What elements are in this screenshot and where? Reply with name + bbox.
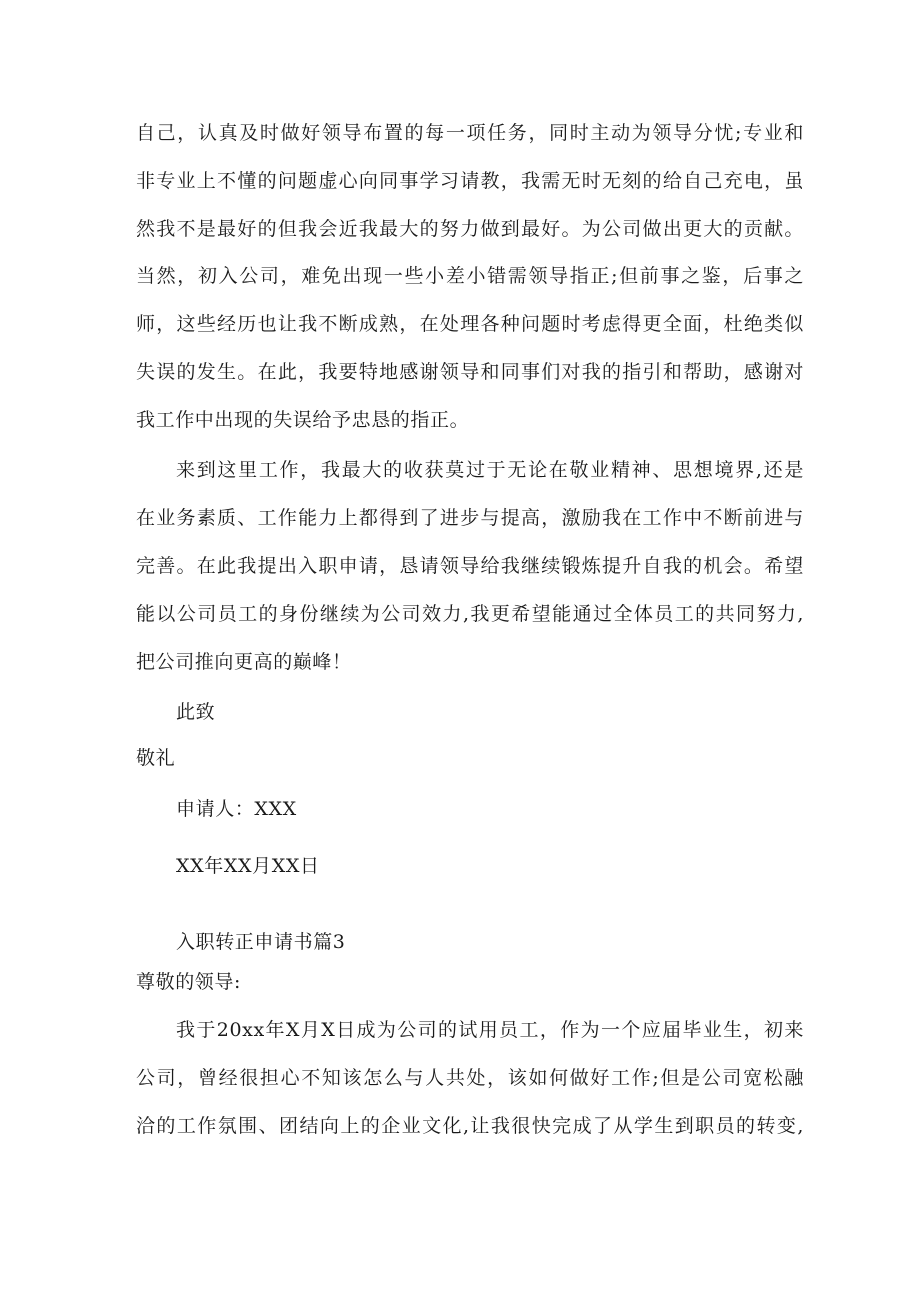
paragraph-1-line-4: 当然，初入公司，难免出现一些小差小错需领导指正;但前事之鉴，后事之 [136, 265, 804, 287]
greeting-line: 尊敬的领导: [136, 971, 242, 993]
paragraph-1-line-1: 自己，认真及时做好领导布置的每一项任务，同时主动为领导分忧;专业和 [136, 122, 804, 144]
date-line: XX年XX月XX日 [176, 855, 320, 877]
paragraph-1-line-6: 失误的发生。在此，我要特地感谢领导和同事们对我的指引和帮助，感谢对 [136, 361, 804, 383]
applicant-line: 申请人：XXX [176, 798, 297, 820]
paragraph-2-line-1: 来到这里工作，我最大的收获莫过于无论在敬业精神、思想境界,还是 [176, 459, 804, 481]
paragraph-3-line-3: 洽的工作氛围、团结向上的企业文化,让我很快完成了从学生到职员的转变, [136, 1115, 804, 1137]
paragraph-2-line-2: 在业务素质、工作能力上都得到了进步与提高，激励我在工作中不断前进与 [136, 507, 804, 529]
paragraph-2-line-5: 把公司推向更高的巅峰！ [136, 651, 352, 673]
paragraph-1-line-3: 然我不是最好的但我会近我最大的努力做到最好。为公司做出更大的贡献。 [136, 218, 804, 240]
paragraph-2-line-3: 完善。在此我提出入职申请，恳请领导给我继续锻炼提升自我的机会。希望 [136, 555, 804, 577]
closing-text: 此致 [176, 701, 216, 723]
paragraph-2-line-4: 能以公司员工的身份继续为公司效力,我更希望能通过全体员工的共同努力, [136, 603, 804, 625]
paragraph-3-line-1: 我于20xx年X月X日成为公司的试用员工，作为一个应届毕业生，初来 [176, 1019, 804, 1041]
paragraph-1-line-7: 我工作中出现的失误给予忠恳的指正。 [136, 409, 470, 431]
paragraph-1-line-2: 非专业上不懂的问题虚心向同事学习请教，我需无时无刻的给自己充电，虽 [136, 170, 804, 192]
paragraph-1-line-5: 师，这些经历也让我不断成熟，在处理各种问题时考虑得更全面，杜绝类似 [136, 313, 804, 335]
section-title: 入职转正申请书篇3 [176, 931, 346, 953]
salute-text: 敬礼 [136, 747, 176, 769]
paragraph-3-line-2: 公司，曾经很担心不知该怎么与人共处，该如何做好工作;但是公司宽松融 [136, 1067, 804, 1089]
